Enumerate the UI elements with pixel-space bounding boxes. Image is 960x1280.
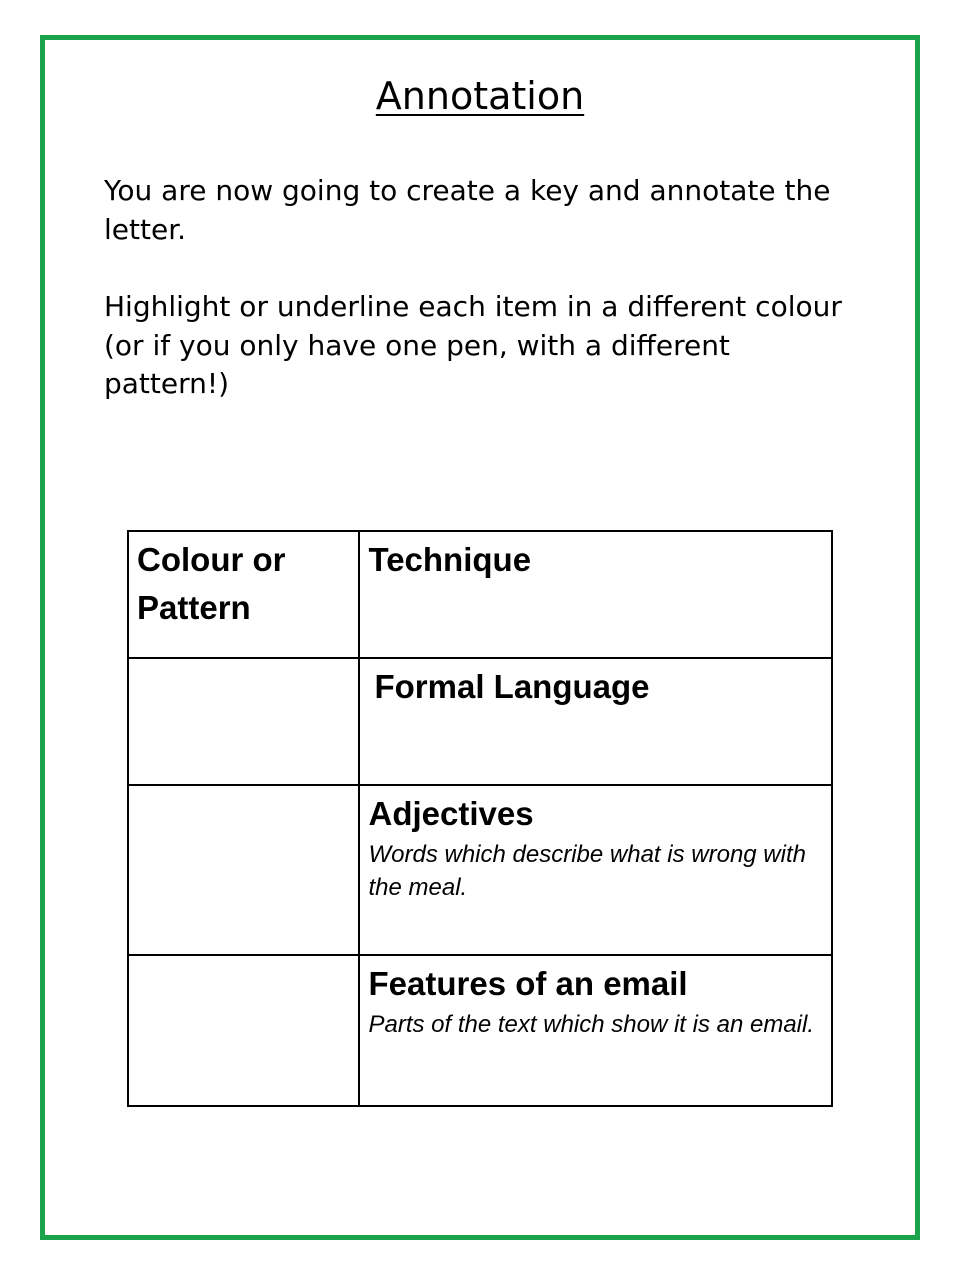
table-header-row (128, 531, 832, 658)
table-row (128, 785, 832, 955)
header-label-technique: Technique (368, 541, 532, 578)
technique-cell (359, 658, 832, 785)
table-row (128, 658, 832, 785)
technique-description: Words which describe what is wrong with the meal. (368, 841, 806, 901)
header-cell-technique (359, 531, 832, 658)
instruction-paragraph-2: Highlight or underline each item in a different colour (or if you only have one pen, with a different pattern!) (104, 290, 842, 400)
page-title-text: Annotation (375, 74, 585, 118)
colour-pattern-cell[interactable] (128, 785, 359, 955)
technique-cell (359, 955, 832, 1106)
header-label-colour-pattern: Colour or Pattern (137, 541, 286, 626)
technique-description: Parts of the text which show it is an email. (368, 1011, 815, 1038)
technique-label: Features of an email (368, 965, 688, 1002)
header-cell-colour-pattern (128, 531, 359, 658)
page-title (0, 72, 960, 120)
colour-pattern-cell[interactable] (128, 955, 359, 1106)
technique-label: Adjectives (368, 795, 534, 832)
colour-pattern-cell[interactable] (128, 658, 359, 785)
instruction-paragraph-1: You are now going to create a key and annotate the letter. (104, 174, 831, 246)
technique-cell (359, 785, 832, 955)
annotation-key-table (127, 530, 833, 1107)
table-row (128, 955, 832, 1106)
technique-label: Formal Language (374, 668, 650, 705)
